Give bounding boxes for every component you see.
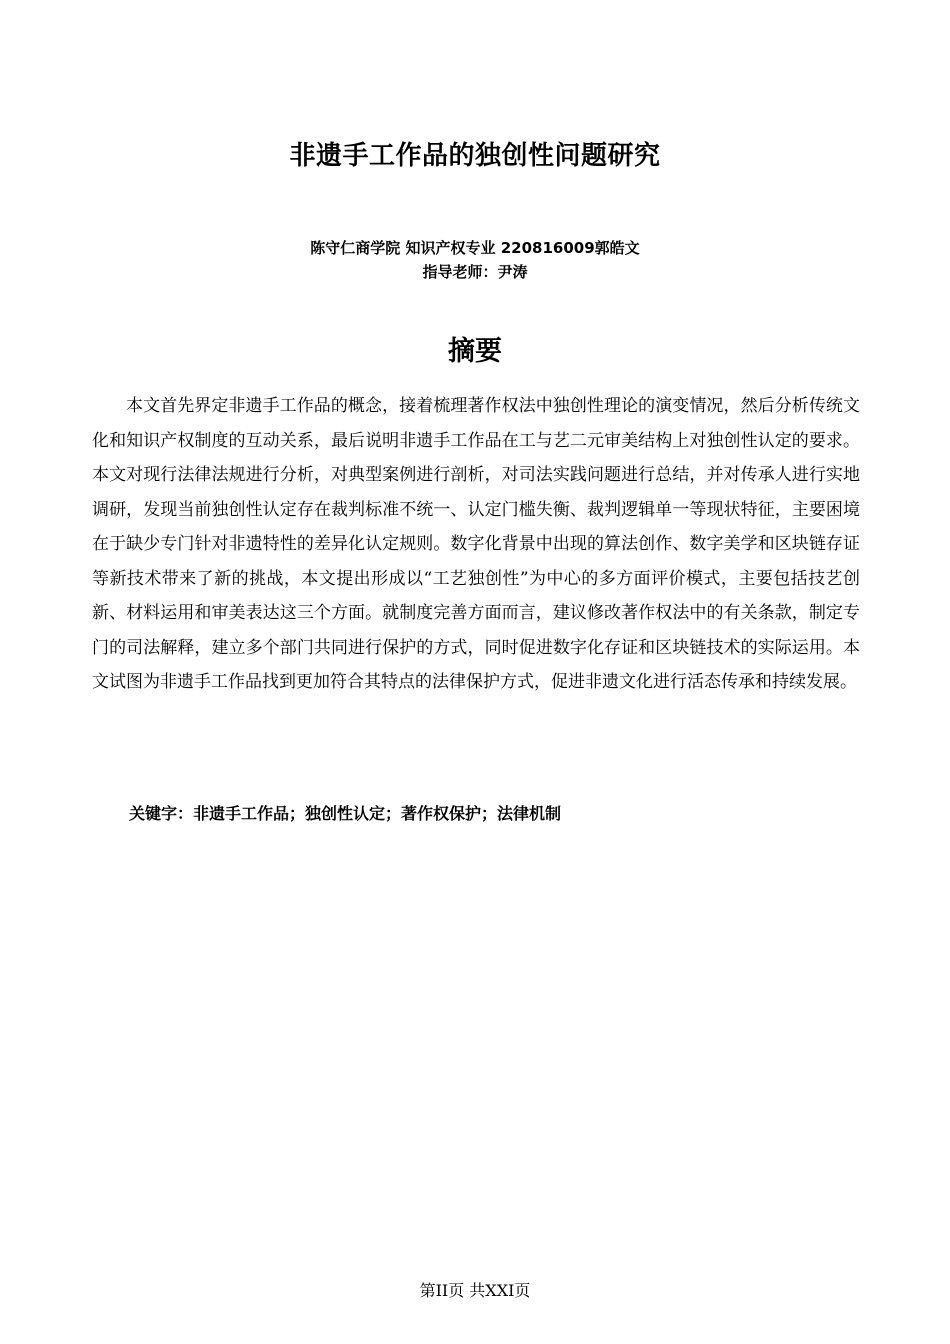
abstract-heading: 摘要 [448, 336, 502, 367]
page-footer: 第II页 共XXI页 [419, 1281, 531, 1300]
author-info: 陈守仁商学院 知识产权专业 220816009郭皓文 [310, 239, 640, 257]
abstract-paragraph: 本文首先界定非遗手工作品的概念，接着梳理著作权法中独创性理论的演变情况，然后分析传统文化和知识产权制度的互动关系，最后说明非遗手工作品在工与艺二元审美结构上对独创性认定的要求。本文对现行法律法规进行分析，对典型案例进行剖析，对司法实践问题进行总结，并对传承人进行实地调研，发现当前独创性认定存在裁判标准不统一、认定门槛失衡、裁判逻辑单一等现状特征，主要困境在于缺少专门针对非遗特性的差异化认定规则。数字化背景中出现的算法创作、数字美学和区块链存证等新技术带来了新的挑战，本文提出形成以“工艺独创性”为中心的多方面评价模式，主要包括技艺创新、材料运用和审美表达这三个方面。就制度完善方面而言，建议修改著作权法中的有关条款，制定专门的司法解释，建立多个部门共同进行保护的方式，同时促进数字化存证和区块链技术的实际运用。本文试图为非遗手工作品找到更加符合其特点的法律保护方式，促进非遗文化进行活态传承和持续发展。 [92, 396, 860, 692]
advisor-info: 指导老师：尹涛 [422, 263, 528, 281]
author-block [0, 236, 950, 284]
keywords-line: 关键字：非遗手工作品；独创性认定；著作权保护；法律机制 [129, 804, 562, 823]
paper-title: 非遗手工作品的独创性问题研究 [289, 141, 661, 171]
